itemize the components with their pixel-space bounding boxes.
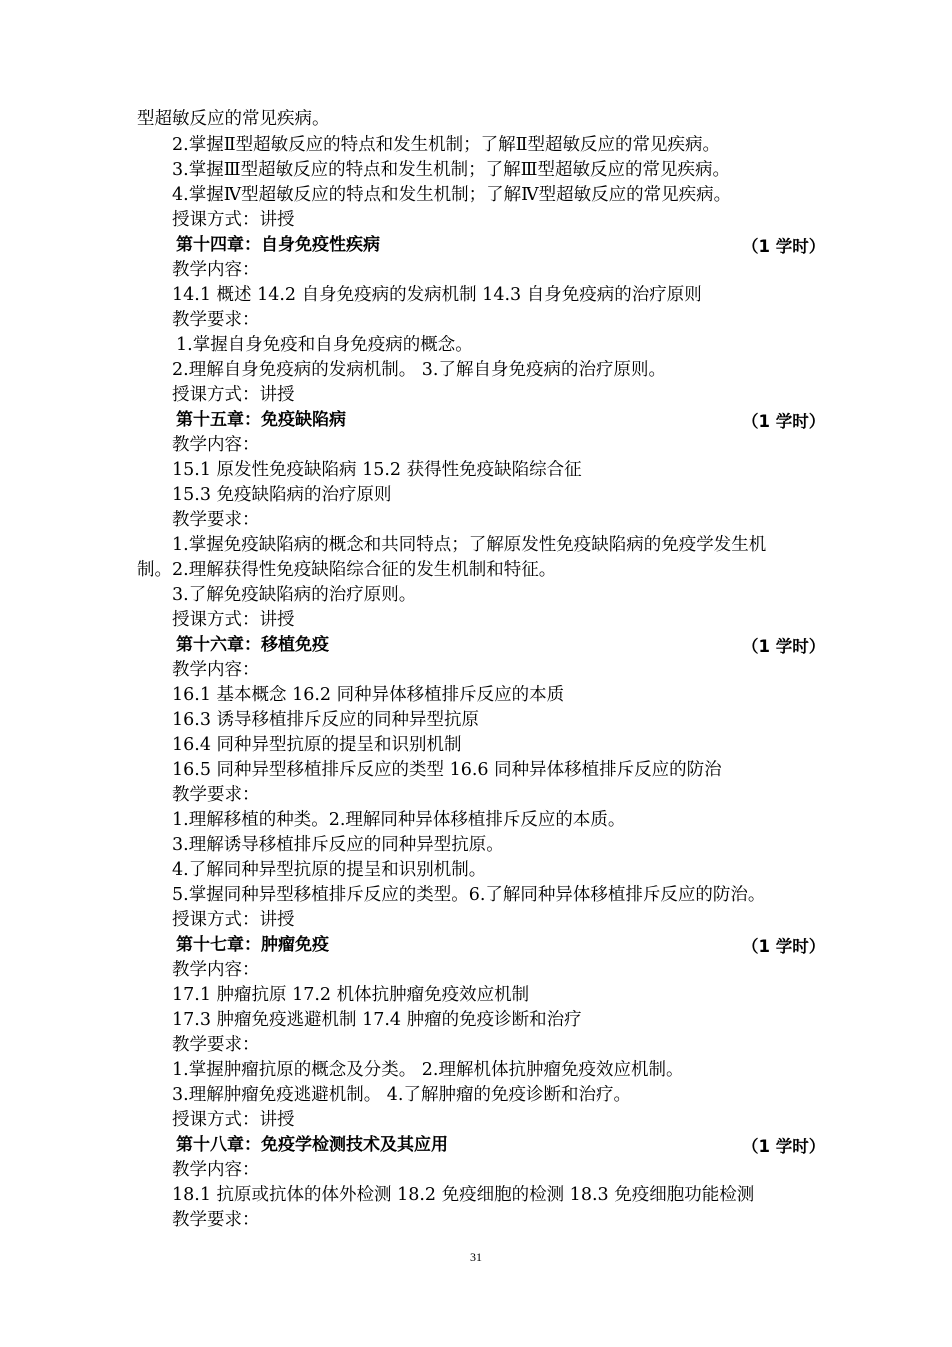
- text-line: 16.3 诱导移植排斥反应的同种异型抗原: [172, 710, 480, 730]
- chapter-heading: 第十四章：自身免疫性疾病: [176, 235, 380, 255]
- text-line: 4.了解同种异型抗原的提呈和识别机制。: [172, 860, 487, 880]
- chapter-heading: 第十六章：移植免疫: [176, 635, 329, 655]
- text-line: 14.1 概述 14.2 自身免疫病的发病机制 14.3 自身免疫病的治疗原则: [172, 285, 702, 305]
- text-line: 授课方式：讲授: [172, 1110, 295, 1130]
- text-line: 教学要求：: [172, 310, 260, 330]
- chapter-heading: 第十七章：肿瘤免疫: [176, 935, 329, 955]
- text-line: 授课方式：讲授: [172, 610, 295, 630]
- text-line: 教学要求：: [172, 510, 260, 530]
- chapter-hours: （1 学时）: [742, 937, 826, 956]
- text-line: 授课方式：讲授: [172, 910, 295, 930]
- text-line: 4.掌握Ⅳ型超敏反应的特点和发生机制；了解Ⅳ型超敏反应的常见疾病。: [172, 185, 732, 205]
- text-line: 16.4 同种异型抗原的提呈和识别机制: [172, 735, 462, 755]
- text-line: 3.了解免疫缺陷病的治疗原则。: [172, 585, 417, 605]
- text-line: 1.掌握自身免疫和自身免疫病的概念。: [176, 335, 473, 355]
- text-line: 教学内容：: [172, 660, 260, 680]
- chapter-heading: 第十五章：免疫缺陷病: [176, 410, 346, 430]
- text-line: 教学内容：: [172, 435, 260, 455]
- page-number: 31: [470, 1250, 482, 1264]
- text-line: 17.3 肿瘤免疫逃避机制 17.4 肿瘤的免疫诊断和治疗: [172, 1010, 582, 1030]
- text-line: 教学要求：: [172, 785, 260, 805]
- chapter-heading: 第十八章：免疫学检测技术及其应用: [176, 1135, 448, 1155]
- text-line: 1.理解移植的种类。2.理解同种异体移植排斥反应的本质。: [172, 810, 626, 830]
- text-line: 5.掌握同种异型移植排斥反应的类型。6.了解同种异体移植排斥反应的防治。: [172, 885, 766, 905]
- chapter-hours: （1 学时）: [742, 412, 826, 431]
- text-line: 型超敏反应的常见疾病。: [137, 109, 330, 129]
- text-line: 15.3 免疫缺陷病的治疗原则: [172, 485, 392, 505]
- text-line: 授课方式：讲授: [172, 385, 295, 405]
- text-line: 教学要求：: [172, 1210, 260, 1230]
- text-line: 15.1 原发性免疫缺陷病 15.2 获得性免疫缺陷综合征: [172, 460, 582, 480]
- text-line: 2.理解自身免疫病的发病机制。 3.了解自身免疫病的治疗原则。: [172, 360, 666, 380]
- text-line: 1.掌握免疫缺陷病的概念和共同特点；了解原发性免疫缺陷病的免疫学发生机: [172, 535, 767, 555]
- text-line: 16.1 基本概念 16.2 同种异体移植排斥反应的本质: [172, 685, 565, 705]
- text-line: 18.1 抗原或抗体的体外检测 18.2 免疫细胞的检测 18.3 免疫细胞功能检测: [172, 1185, 755, 1205]
- text-line: 17.1 肿瘤抗原 17.2 机体抗肿瘤免疫效应机制: [172, 985, 530, 1005]
- text-line: 教学要求：: [172, 1035, 260, 1055]
- chapter-hours: （1 学时）: [742, 637, 826, 656]
- text-line: 16.5 同种异型移植排斥反应的类型 16.6 同种异体移植排斥反应的防治: [172, 760, 722, 780]
- text-line: 教学内容：: [172, 260, 260, 280]
- text-line: 1.掌握肿瘤抗原的概念及分类。 2.理解机体抗肿瘤免疫效应机制。: [172, 1060, 684, 1080]
- text-line: 制。2.理解获得性免疫缺陷综合征的发生机制和特征。: [137, 560, 557, 580]
- text-line: 3.理解肿瘤免疫逃避机制。 4.了解肿瘤的免疫诊断和治疗。: [172, 1085, 631, 1105]
- text-line: 教学内容：: [172, 1160, 260, 1180]
- text-line: 3.掌握Ⅲ型超敏反应的特点和发生机制；了解Ⅲ型超敏反应的常见疾病。: [172, 160, 730, 180]
- text-line: 教学内容：: [172, 960, 260, 980]
- text-line: 授课方式：讲授: [172, 210, 295, 230]
- text-line: 2.掌握Ⅱ型超敏反应的特点和发生机制；了解Ⅱ型超敏反应的常见疾病。: [172, 135, 720, 155]
- text-line: 3.理解诱导移植排斥反应的同种异型抗原。: [172, 835, 504, 855]
- chapter-hours: （1 学时）: [742, 237, 826, 256]
- chapter-hours: （1 学时）: [742, 1137, 826, 1156]
